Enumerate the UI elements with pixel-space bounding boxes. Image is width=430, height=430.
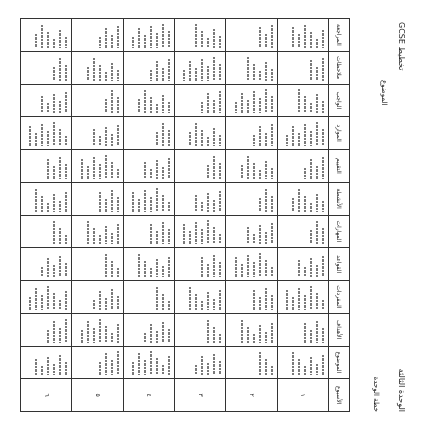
table-cell <box>21 150 72 183</box>
column-header: المفردات <box>329 281 350 314</box>
illegible-text-lines <box>230 283 276 311</box>
illegible-text-lines <box>24 348 70 376</box>
table-cell <box>277 84 328 117</box>
illegible-text-lines <box>230 119 276 147</box>
illegible-text-lines <box>230 86 276 114</box>
table-header-row <box>329 19 350 412</box>
illegible-text-lines <box>127 217 173 245</box>
table-cell <box>21 182 72 215</box>
table-cell <box>175 84 226 117</box>
table-cell <box>277 150 328 183</box>
table-cell <box>226 19 277 52</box>
table-cell <box>123 215 174 248</box>
illegible-text-lines <box>230 152 276 180</box>
table-cell <box>123 248 174 281</box>
illegible-text-lines <box>281 348 327 376</box>
table-cell <box>277 19 328 52</box>
unit-plan-table <box>20 18 350 412</box>
table-cell <box>175 182 226 215</box>
illegible-text-lines <box>24 185 70 213</box>
column-header: الواجب <box>329 84 350 117</box>
column-header: القواعد <box>329 248 350 281</box>
illegible-text-lines <box>127 348 173 376</box>
table-cell <box>277 281 328 314</box>
illegible-text-lines <box>24 21 70 49</box>
illegible-text-lines <box>76 283 122 311</box>
table-cell <box>72 150 123 183</box>
table-cell <box>175 346 226 379</box>
row-label: ٤ <box>123 379 174 412</box>
illegible-text-lines <box>76 185 122 213</box>
illegible-text-lines <box>230 54 276 82</box>
illegible-text-lines <box>281 86 327 114</box>
table-cell <box>277 313 328 346</box>
table-cell <box>175 19 226 52</box>
illegible-text-lines <box>178 119 224 147</box>
illegible-text-lines <box>24 152 70 180</box>
column-header: الموارد <box>329 117 350 150</box>
illegible-text-lines <box>230 185 276 213</box>
illegible-text-lines <box>24 250 70 278</box>
table-cell <box>277 117 328 150</box>
table-cell <box>277 51 328 84</box>
column-header: الأنشطة <box>329 182 350 215</box>
illegible-text-lines <box>24 119 70 147</box>
header-title-left: GCSE تخطيط <box>397 22 406 71</box>
illegible-text-lines <box>76 250 122 278</box>
table-cell <box>226 150 277 183</box>
table-cell <box>175 313 226 346</box>
table-cell <box>175 117 226 150</box>
illegible-text-lines <box>281 119 327 147</box>
table-cell <box>226 51 277 84</box>
table-cell <box>277 215 328 248</box>
table-cell <box>72 117 123 150</box>
table-cell <box>123 51 174 84</box>
illegible-text-lines <box>178 21 224 49</box>
table-cell <box>21 19 72 52</box>
table-cell <box>277 182 328 215</box>
illegible-text-lines <box>76 119 122 147</box>
illegible-text-lines <box>178 283 224 311</box>
table-cell <box>175 51 226 84</box>
illegible-text-lines <box>24 54 70 82</box>
illegible-text-lines <box>76 348 122 376</box>
table-row <box>226 19 277 412</box>
illegible-text-lines <box>127 86 173 114</box>
table-cell <box>277 346 328 379</box>
table-cell <box>226 117 277 150</box>
illegible-text-lines <box>178 152 224 180</box>
illegible-text-lines <box>230 250 276 278</box>
column-header: التقييم <box>329 150 350 183</box>
table-cell <box>72 215 123 248</box>
table-cell <box>226 215 277 248</box>
table-row <box>175 19 226 412</box>
table-cell <box>72 346 123 379</box>
illegible-text-lines <box>76 217 122 245</box>
illegible-text-lines <box>127 119 173 147</box>
illegible-text-lines <box>24 86 70 114</box>
illegible-text-lines <box>281 217 327 245</box>
illegible-text-lines <box>230 348 276 376</box>
table-cell <box>21 117 72 150</box>
illegible-text-lines <box>178 348 224 376</box>
table-cell <box>123 313 174 346</box>
table-row <box>21 19 72 412</box>
table-body <box>21 19 329 412</box>
table-cell <box>21 248 72 281</box>
column-header: المهارات <box>329 215 350 248</box>
illegible-text-lines <box>24 217 70 245</box>
table-row <box>123 19 174 412</box>
table-cell <box>21 346 72 379</box>
table-cell <box>175 281 226 314</box>
table-cell <box>72 182 123 215</box>
table-row <box>72 19 123 412</box>
illegible-text-lines <box>281 152 327 180</box>
table-cell <box>72 19 123 52</box>
illegible-text-lines <box>281 21 327 49</box>
table-cell <box>123 84 174 117</box>
illegible-text-lines <box>230 316 276 344</box>
illegible-text-lines <box>281 185 327 213</box>
illegible-text-lines <box>127 21 173 49</box>
illegible-text-lines <box>76 316 122 344</box>
illegible-text-lines <box>281 283 327 311</box>
illegible-text-lines <box>24 283 70 311</box>
illegible-text-lines <box>178 316 224 344</box>
illegible-text-lines <box>127 54 173 82</box>
table-cell <box>21 84 72 117</box>
illegible-text-lines <box>178 185 224 213</box>
illegible-text-lines <box>178 54 224 82</box>
row-label: ٣ <box>175 379 226 412</box>
table-cell <box>123 150 174 183</box>
row-label: ١ <box>277 379 328 412</box>
row-label: ٥ <box>72 379 123 412</box>
header-subtitle-right: خطة الوحدة <box>372 376 380 412</box>
illegible-text-lines <box>281 54 327 82</box>
column-header: الأهداف <box>329 313 350 346</box>
table-cell <box>21 281 72 314</box>
column-header: ملاحظات <box>329 51 350 84</box>
header-subtitle-left: الموضوع <box>380 80 388 106</box>
illegible-text-lines <box>76 54 122 82</box>
document-header <box>354 10 410 420</box>
table-cell <box>226 182 277 215</box>
table-cell <box>123 117 174 150</box>
illegible-text-lines <box>127 250 173 278</box>
table-cell <box>72 84 123 117</box>
illegible-text-lines <box>178 217 224 245</box>
table-row <box>277 19 328 412</box>
illegible-text-lines <box>127 316 173 344</box>
table-cell <box>72 248 123 281</box>
table-cell <box>21 313 72 346</box>
header-title-right: الوحدة الثالثة <box>397 368 406 412</box>
illegible-text-lines <box>178 86 224 114</box>
table-cell <box>226 346 277 379</box>
table-cell <box>226 313 277 346</box>
table-cell <box>226 248 277 281</box>
illegible-text-lines <box>76 152 122 180</box>
table-cell <box>175 150 226 183</box>
table-cell <box>123 346 174 379</box>
illegible-text-lines <box>76 21 122 49</box>
table-cell <box>226 281 277 314</box>
illegible-text-lines <box>281 316 327 344</box>
table-cell <box>277 248 328 281</box>
table-cell <box>123 19 174 52</box>
column-header: الموضوع <box>329 346 350 379</box>
illegible-text-lines <box>281 250 327 278</box>
table-cell <box>72 51 123 84</box>
illegible-text-lines <box>127 283 173 311</box>
illegible-text-lines <box>230 217 276 245</box>
table-cell <box>21 215 72 248</box>
table-cell <box>72 313 123 346</box>
illegible-text-lines <box>178 250 224 278</box>
column-header: الأسبوع <box>329 379 350 412</box>
row-label: ٦ <box>21 379 72 412</box>
illegible-text-lines <box>76 86 122 114</box>
illegible-text-lines <box>127 152 173 180</box>
table-cell <box>175 248 226 281</box>
table-cell <box>21 51 72 84</box>
illegible-text-lines <box>24 316 70 344</box>
column-header: المراجعة <box>329 19 350 52</box>
table-cell <box>72 281 123 314</box>
table-cell <box>226 84 277 117</box>
table-cell <box>175 215 226 248</box>
table-cell <box>123 182 174 215</box>
illegible-text-lines <box>127 185 173 213</box>
row-label: ٢ <box>226 379 277 412</box>
illegible-text-lines <box>230 21 276 49</box>
table-cell <box>123 281 174 314</box>
